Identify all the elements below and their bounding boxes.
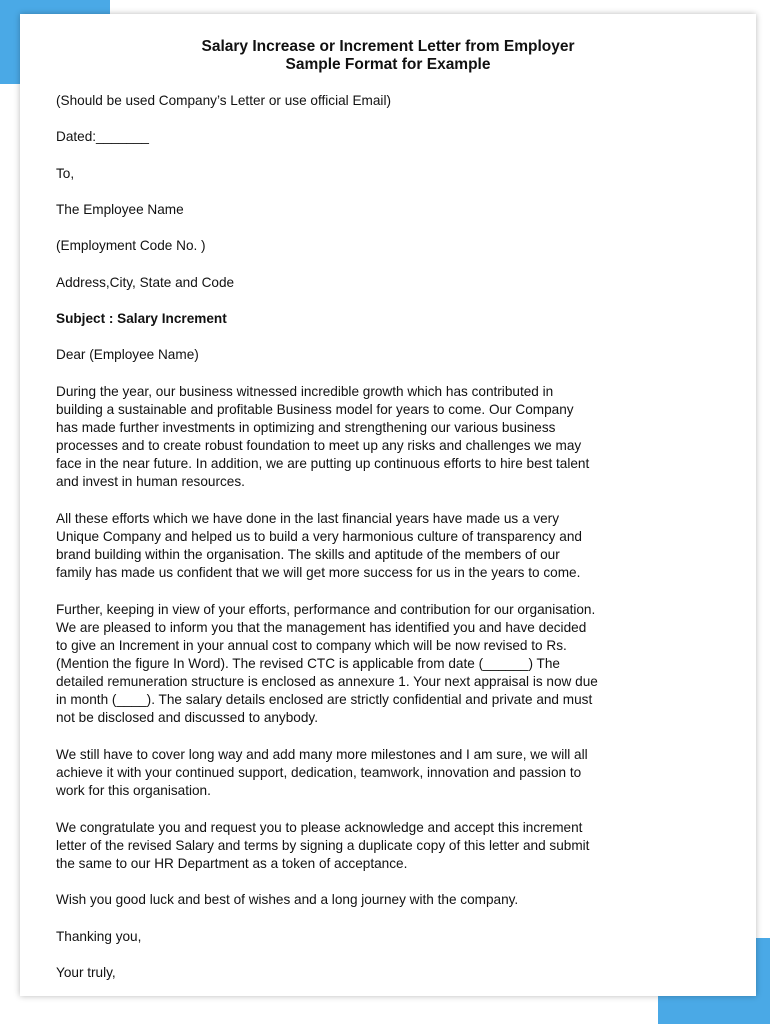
paragraph-3-line: detailed remuneration structure is enclosed as annexure 1. Your next appraisal is now due xyxy=(56,674,598,689)
paragraph-5-line: letter of the revised Salary and terms by signing a duplicate copy of this letter and submit xyxy=(56,838,590,853)
subject-line: Subject : Salary Increment xyxy=(56,311,227,326)
title-line-1: Salary Increase or Increment Letter from Employer xyxy=(201,38,575,55)
usage-note: (Should be used Company’s Letter or use official Email) xyxy=(56,93,391,108)
paragraph-4-line: We still have to cover long way and add many more milestones and I am sure, we will all xyxy=(56,747,588,762)
paragraph-1-line: During the year, our business witnessed incredible growth which has contributed in xyxy=(56,384,554,399)
paragraph-2-line: All these efforts which we have done in the last financial years have made us a very xyxy=(56,511,559,526)
paragraph-3-line: to give an Increment in your annual cost to company which will be now revised to Rs. xyxy=(56,638,567,653)
paragraph-3-line: We are pleased to inform you that the management has identified you and have decided xyxy=(56,620,587,635)
paragraph-1-line: face in the near future. In addition, we are putting up continuous efforts to hire best talent xyxy=(56,456,590,471)
thanking-line: Thanking you, xyxy=(56,929,142,944)
paragraph-2-line: Unique Company and helped us to build a very harmonious culture of transparency and xyxy=(56,529,582,544)
paragraph-1-line: and invest in human resources. xyxy=(56,474,245,489)
wish-line: Wish you good luck and best of wishes and a long journey with the company. xyxy=(56,892,519,907)
paragraph-3-line: Further, keeping in view of your efforts, performance and contribution for our organisation. xyxy=(56,602,596,617)
employment-code: (Employment Code No. ) xyxy=(56,238,206,253)
paragraph-1-line: processes and to create robust foundation to meet up any risks and challenges we may xyxy=(56,438,582,453)
paragraph-2-line: brand building within the organisation. The skills and aptitude of the members of our xyxy=(56,547,560,562)
paragraph-5-line: We congratulate you and request you to please acknowledge and accept this increment xyxy=(56,820,583,835)
paragraph-3-line: in month (____). The salary details enclosed are strictly confidential and private and must xyxy=(56,692,593,707)
paragraph-3-line: (Mention the figure In Word). The revised CTC is applicable from date (______) The xyxy=(56,656,560,671)
salutation: Dear (Employee Name) xyxy=(56,347,199,362)
closing-line: Your truly, xyxy=(56,965,116,980)
paragraph-4-line: work for this organisation. xyxy=(56,783,211,798)
letter-page xyxy=(20,14,756,996)
employee-name: The Employee Name xyxy=(56,202,184,217)
paragraph-4-line: achieve it with your continued support, dedication, teamwork, innovation and passion to xyxy=(56,765,582,780)
address-line: Address,City, State and Code xyxy=(56,275,235,290)
paragraph-1-line: building a sustainable and profitable Business model for years to come. Our Company xyxy=(56,402,574,417)
dated-line: Dated:_______ xyxy=(56,129,149,144)
title-line-2: Sample Format for Example xyxy=(285,56,491,73)
paragraph-1-line: has made further investments in optimizing and strengthening our various business xyxy=(56,420,556,435)
paragraph-3-line: not be disclosed and discussed to anybody. xyxy=(56,710,318,725)
paragraph-2-line: family has made us confident that we will get more success for us in the years to come. xyxy=(56,565,581,580)
to-line: To, xyxy=(56,166,75,181)
paragraph-5-line: the same to our HR Department as a token of acceptance. xyxy=(56,856,408,871)
